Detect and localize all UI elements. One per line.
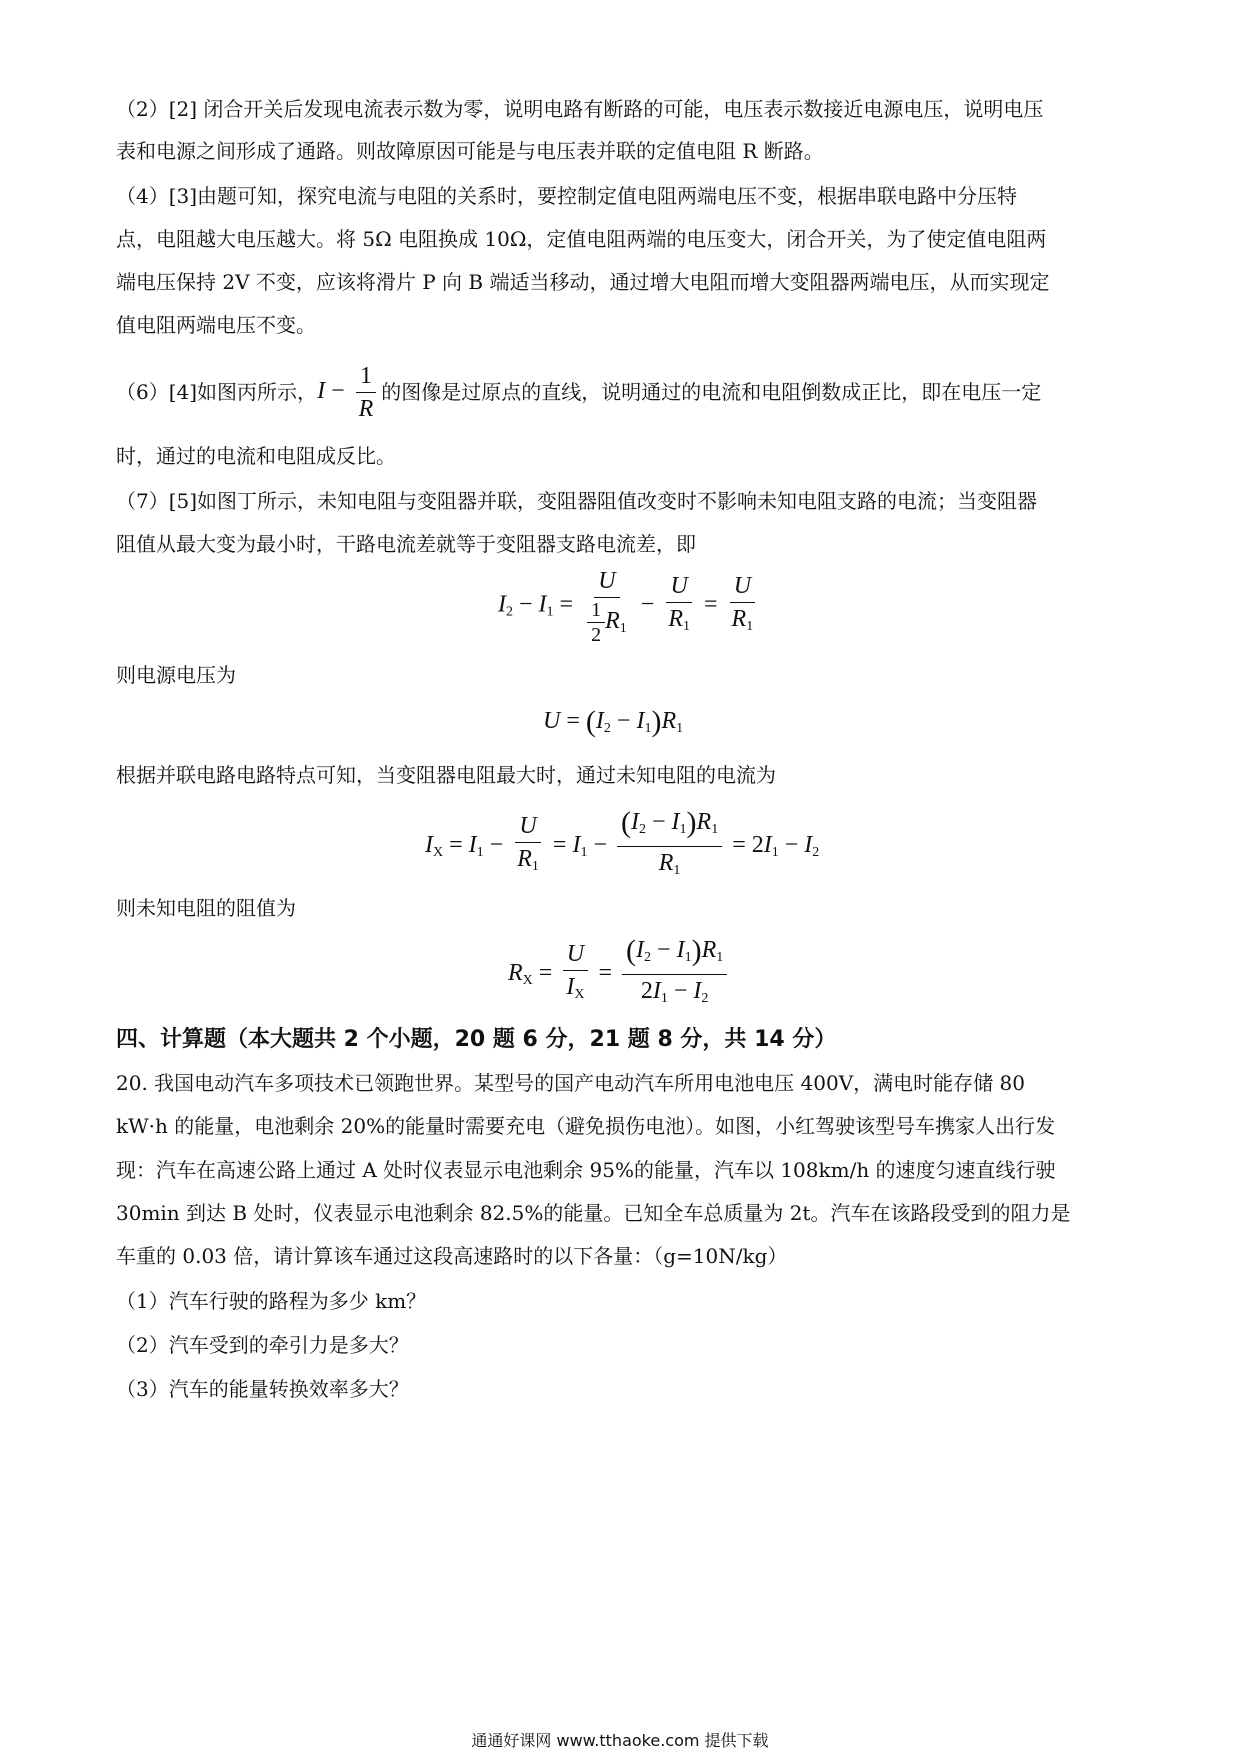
- para4-line1: （7）[5]如图丁所示，未知电阻与变阻器并联，变阻器阻值改变时不影响未知电阻支路的电流；当变阻器: [116, 489, 1038, 513]
- equation-unknown-current: $I_X = I_1$ − $\frac{U}{R_1}$ = $I_1$ − $\frac{(I_2 - I_1)R_1}{R_1}$ = $2I_1 - I_2$: [425, 806, 820, 878]
- equation-voltage: $U = (I_2 - I_1)R_1$: [543, 705, 684, 738]
- para1-line1: （2）[2] 闭合开关后发现电流表示数为零，说明电路有断路的可能，电压表示数接近电源电压，说明电压: [116, 97, 1044, 121]
- para3-prefix: （6）[4]如图丙所示，: [116, 380, 318, 404]
- footer: 通通好课网 www.tthaoke.com 提供下载: [471, 1731, 769, 1750]
- text-voltage: 则电源电压为: [116, 663, 236, 687]
- para3-suffix: 的图像是过原点的直线，说明通过的电流和电阻倒数成正比，即在电压一定: [381, 380, 1042, 404]
- equation-current-difference: $I_2 - I_1$ = U $\frac{1}{2}$ $R_1$ − $\frac{U}{R_1}$ = $\frac{U}{R_1}$: [498, 565, 761, 647]
- q20-line2: kW·h 的能量，电池剩余 20%的能量时需要充电（避免损伤电池）。如图，小红驾驶该型号车携家人出行发: [116, 1114, 1056, 1138]
- q20-line3: 现：汽车在高速公路上通过 A 处时仪表显示电池剩余 95%的能量，汽车以 108km/h 的速度匀速直线行驶: [116, 1158, 1056, 1182]
- section-heading: 四、计算题（本大题共 2 个小题，20 题 6 分，21 题 8 分，共 14 分）: [116, 1027, 837, 1052]
- para2-line1: （4）[3]由题可知，探究电流与电阻的关系时，要控制定值电阻两端电压不变，根据串联电路中分压特: [116, 184, 1018, 208]
- q20-line4: 30min 到达 B 处时，仪表显示电池剩余 82.5%的能量。已知全车总质量为 2t。汽车在该路段受到的阻力是: [116, 1201, 1071, 1225]
- equation-unknown-resistance: $R_X$ = $\frac{U}{I_X}$ = $\frac{(I_2 - I_1)R_1}{2I_1 - I_2}$: [508, 934, 731, 1015]
- q20-sub2: （2）汽车受到的牵引力是多大？: [116, 1333, 409, 1357]
- para3-line1: [116, 362, 1126, 422]
- q20-sub1: （1）汽车行驶的路程为多少 km？: [116, 1289, 427, 1313]
- text-resistance: 则未知电阻的阻值为: [116, 896, 296, 920]
- q20-sub3: （3）汽车的能量转换效率多大？: [116, 1377, 409, 1401]
- para1-line2: 表和电源之间形成了通路。则故障原因可能是与电压表并联的定值电阻 R 断路。: [116, 139, 824, 163]
- para3-line2: 时，通过的电流和电阻成反比。: [116, 444, 396, 468]
- q20-line1: 20. 我国电动汽车多项技术已领跑世界。某型号的国产电动汽车所用电池电压 400V，满电时能存储 80: [116, 1071, 1025, 1095]
- formula-i-over-r: I − $\frac{1}{R}$: [317, 360, 381, 425]
- text-current: 根据并联电路电路特点可知，当变阻器电阻最大时，通过未知电阻的电流为: [116, 763, 776, 787]
- q20-line5: 车重的 0.03 倍，请计算该车通过这段高速路时的以下各量：（g=10N/kg）: [116, 1244, 788, 1268]
- para2-line3: 端电压保持 2V 不变，应该将滑片 P 向 B 端适当移动，通过增大电阻而增大变阻器两端电压，从而实现定: [116, 270, 1050, 294]
- para4-line2: 阻值从最大变为最小时，干路电流差就等于变阻器支路电流差，即: [116, 532, 696, 556]
- para2-line4: 值电阻两端电压不变。: [116, 313, 316, 337]
- para2-line2: 点，电阻越大电压越大。将 5Ω 电阻换成 10Ω，定值电阻两端的电压变大，闭合开关，为了使定值电阻两: [116, 227, 1047, 251]
